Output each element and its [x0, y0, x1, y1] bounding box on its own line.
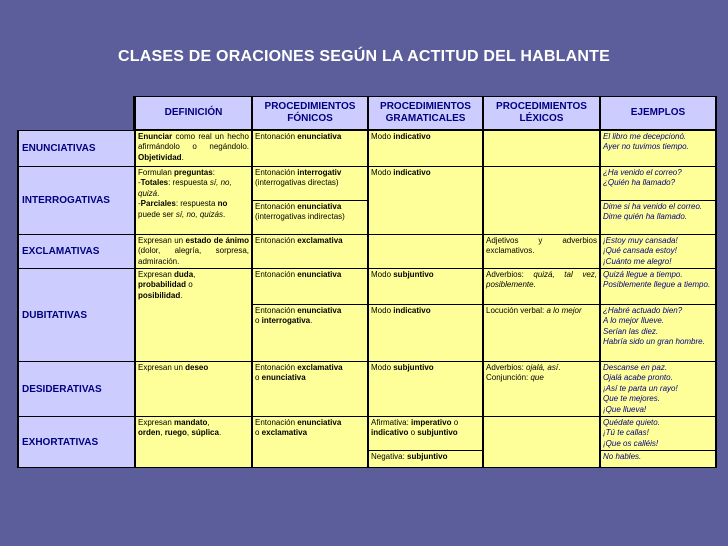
desiderativas-definicion: Expresan un deseo	[136, 362, 251, 416]
exhortativas-gramaticales-afirmativa: Afirmativa: imperativo o indicativo o subjuntivo	[369, 417, 482, 450]
enunciativas-fonicos: Entonación enunciativa	[253, 131, 367, 166]
exhortativas-fonicos: Entonación enunciativa o exclamativa	[253, 417, 367, 467]
enunciativas-gramaticales: Modo indicativo	[369, 131, 482, 166]
interrogativas-definicion: Formulan preguntas: -Totales: respuesta sí, no, quizá. -Parciales: respuesta no puede ser sí, no, quizás.	[136, 167, 251, 234]
exhortativas-lexicos	[484, 417, 599, 467]
category-interrogativas: INTERROGATIVAS	[19, 167, 134, 234]
exhortativas-definicion: Expresan mandato, orden, ruego, súplica.	[136, 417, 251, 467]
category-exhortativas: EXHORTATIVAS	[19, 417, 134, 467]
dubitativas-gramaticales-1: Modo subjuntivo	[369, 269, 482, 304]
category-enunciativas: ENUNCIATIVAS	[19, 131, 134, 166]
dubitativas-lexicos-2: Locución verbal: a lo mejor	[484, 305, 599, 361]
interrogativas-gramaticales: Modo indicativo	[369, 167, 482, 234]
dubitativas-lexicos-1: Adverbios: quizá, tal vez, posiblemente.	[484, 269, 599, 304]
dubitativas-ejemplos-1: Quizá llegue a tiempo. Posiblemente llegue a tiempo.	[601, 269, 715, 304]
exclamativas-fonicos: Entonación exclamativa	[253, 235, 367, 268]
category-desiderativas: DESIDERATIVAS	[19, 362, 134, 416]
exhortativas-gramaticales-negativa: Negativa: subjuntivo	[369, 451, 482, 467]
header-lexicos: PROCEDIMIENTOS LÉXICOS	[484, 97, 599, 129]
dubitativas-fonicos-1: Entonación enunciativa	[253, 269, 367, 304]
header-ejemplos: EJEMPLOS	[601, 97, 715, 129]
category-dubitativas: DUBITATIVAS	[19, 269, 134, 361]
header-definicion: DEFINICIÓN	[136, 97, 251, 129]
exclamativas-ejemplos: ¡Estoy muy cansada! ¡Qué cansada estoy! ¡Cuánto me alegro!	[601, 235, 715, 268]
interrogativas-fonicos-indirectas: Entonación enunciativa (interrogativas indirectas)	[253, 201, 367, 234]
dubitativas-gramaticales-2: Modo indicativo	[369, 305, 482, 361]
exhortativas-ejemplos-afirmativa: Quédate quieto. ¡Tú te callas! ¡Que os calléis!	[601, 417, 715, 450]
category-exclamativas: EXCLAMATIVAS	[19, 235, 134, 268]
exclamativas-lexicos: Adjetivos y adverbios exclamativos.	[484, 235, 599, 268]
enunciativas-ejemplos: El libro me decepcionó. Ayer no tuvimos tiempo.	[601, 131, 715, 166]
desiderativas-gramaticales: Modo subjuntivo	[369, 362, 482, 416]
desiderativas-lexicos: Adverbios: ojalá, así. Conjunción: que	[484, 362, 599, 416]
exclamativas-gramaticales	[369, 235, 482, 268]
exhortativas-ejemplos-negativa: No hables.	[601, 451, 715, 467]
desiderativas-ejemplos: Descanse en paz. Ojalá acabe pronto. ¡Así te parta un rayo! Que te mejores. ¡Que llueva!	[601, 362, 715, 416]
enunciativas-definicion: Enunciar como real un hecho afirmándolo o negándolo. Objetividad.	[136, 131, 251, 166]
header-fonicos: PROCEDIMIENTOS FÓNICOS	[253, 97, 367, 129]
interrogativas-lexicos	[484, 167, 599, 234]
interrogativas-ejemplos-directas: ¿Ha venido el correo? ¿Quién ha llamado?	[601, 167, 715, 200]
exclamativas-definicion: Expresan un estado de ánimo (dolor, alegría, sorpresa, admiración.	[136, 235, 251, 268]
page-title: CLASES DE ORACIONES SEGÚN LA ACTITUD DEL HABLANTE	[118, 48, 610, 65]
dubitativas-definicion: Expresan duda, probabilidad o posibilidad.	[136, 269, 251, 361]
header-gramaticales: PROCEDIMIENTOS GRAMATICALES	[369, 97, 482, 129]
dubitativas-ejemplos-2: ¿Habré actuado bien? A lo mejor llueve. Serían las diez. Habría sido un gran hombre.	[601, 305, 715, 361]
enunciativas-lexicos	[484, 131, 599, 166]
desiderativas-fonicos: Entonación exclamativa o enunciativa	[253, 362, 367, 416]
interrogativas-fonicos-directas: Entonación interrogativ (interrogativas directas)	[253, 167, 367, 200]
interrogativas-ejemplos-indirectas: Dime si ha venido el correo. Dime quién ha llamado.	[601, 201, 715, 234]
dubitativas-fonicos-2: Entonación enunciativa o interrogativa.	[253, 305, 367, 361]
